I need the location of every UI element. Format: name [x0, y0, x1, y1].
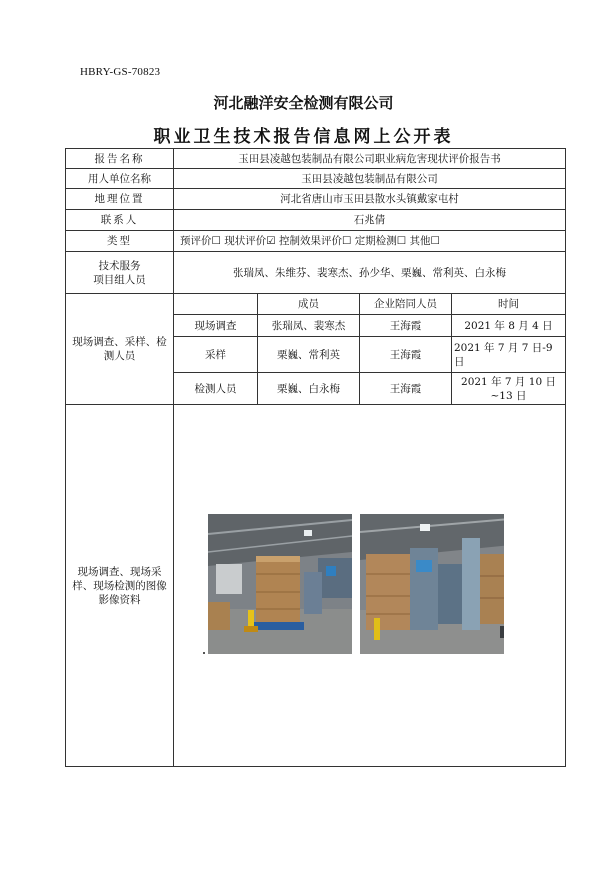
document-id: HBRY-GS-70823 [80, 66, 161, 78]
onsite-time: 2021 年 8 月 4 日 [452, 315, 566, 337]
value-contact: 石兆倩 [174, 210, 566, 231]
onsite-task: 现场调查 [174, 315, 258, 337]
label-images: 现场调查、现场采样、现场检测的图像影像资料 [66, 405, 174, 767]
images-cell [174, 405, 566, 767]
row-report-name [66, 149, 566, 169]
image-speck [203, 652, 205, 654]
row-type [66, 231, 566, 252]
onsite-time: 2021 年 7 月 7 日-9 日 [452, 337, 566, 373]
row-images [66, 405, 566, 767]
onsite-escort: 王海霞 [360, 337, 452, 373]
label-contact: 联系人 [66, 210, 174, 231]
label-tech-line1: 技术服务 [98, 259, 141, 272]
onsite-members: 栗巍、白永梅 [258, 373, 360, 405]
onsite-header-company: 企业陪同人员 [360, 294, 452, 315]
onsite-header-blank [174, 294, 258, 315]
label-report-name: 报告名称 [66, 149, 174, 169]
row-onsite-header [66, 294, 566, 315]
onsite-header-time: 时间 [452, 294, 566, 315]
row-contact [66, 210, 566, 231]
site-photo-right [360, 514, 504, 654]
value-employer: 玉田县凌越包装制品有限公司 [174, 169, 566, 189]
label-onsite: 现场调查、采样、检测人员 [66, 294, 174, 405]
company-name: 河北融洋安全检测有限公司 [213, 94, 394, 112]
label-type: 类型 [66, 231, 174, 252]
label-employer: 用人单位名称 [66, 169, 174, 189]
page-title: 职业卫生技术报告信息网上公开表 [153, 127, 454, 147]
row-location [66, 189, 566, 210]
site-photo-left [208, 514, 352, 654]
onsite-task: 检测人员 [174, 373, 258, 405]
onsite-escort: 王海霞 [360, 373, 452, 405]
label-tech-members [66, 252, 174, 294]
onsite-header-member: 成员 [258, 294, 360, 315]
onsite-time: 2021 年 7 月 10 日~13 日 [452, 373, 566, 405]
value-location: 河北省唐山市玉田县散水头镇戴家屯村 [174, 189, 566, 210]
value-tech-members: 张瑞凤、朱维芬、裴寒杰、孙少华、栗巍、常利英、白永梅 [174, 252, 566, 294]
onsite-task: 采样 [174, 337, 258, 373]
label-location: 地理位置 [66, 189, 174, 210]
onsite-members: 张瑞凤、裴寒杰 [258, 315, 360, 337]
row-employer [66, 169, 566, 189]
report-table [65, 148, 566, 767]
value-type-options: 预评价☐ 现状评价☑ 控制效果评价☐ 定期检测☐ 其他☐ [174, 231, 566, 252]
row-tech-members [66, 252, 566, 294]
label-tech-line2: 项目组人员 [93, 273, 146, 286]
onsite-members: 栗巍、常利英 [258, 337, 360, 373]
value-report-name: 玉田县凌越包装制品有限公司职业病危害现状评价报告书 [174, 149, 566, 169]
onsite-escort: 王海霞 [360, 315, 452, 337]
